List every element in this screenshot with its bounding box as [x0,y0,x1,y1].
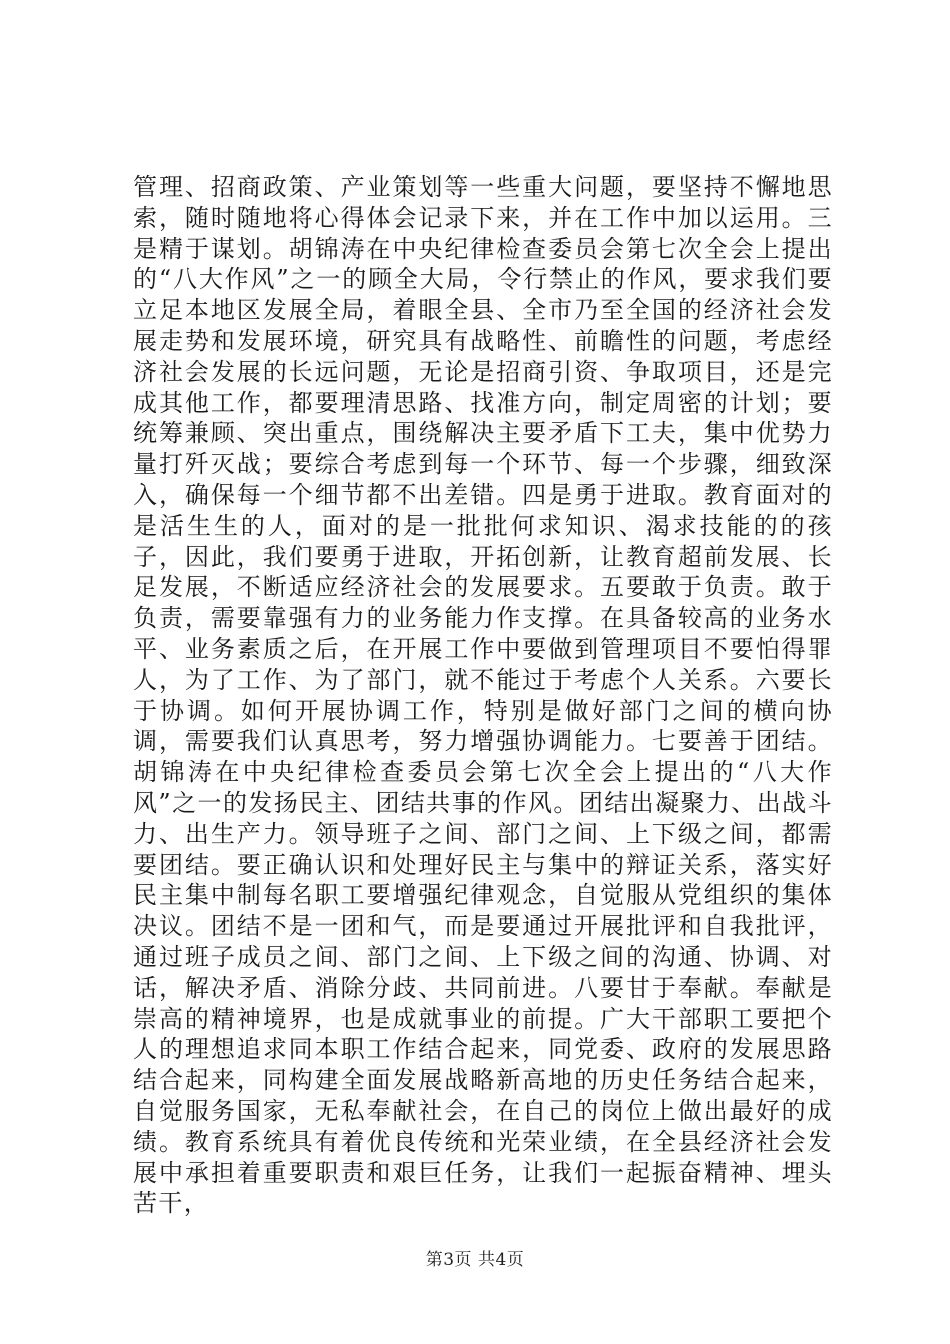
page-footer: 第3页 共4页 [425,1250,525,1270]
body-paragraph: 管理、招商政策、产业策划等一些重大问题，要坚持不懈地思索，随时随地将心得体会记录下来，并在工作中加以运用。三是精于谋划。胡锦涛在中央纪律检查委员会第七次全会上提出的“八大作风”之一的顾全大局，令行禁止的作风，要求我们要立足本地区发展全局，着眼全县、全市乃至全国的经济社会发展走势和发展环境，研究具有战略性、前瞻性的问题，考虑经济社会发展的长远问题，无论是招商引资、争取项目，还是完成其他工作，都要理清思路、找准方向，制定周密的计划；要统筹兼顾、突出重点，围绕解决主要矛盾下工夫，集中优势力量打歼灭战；要综合考虑到每一个环节、每一个步骤，细致深入，确保每一个细节都不出差错。四是勇于进取。教育面对的是活生生的人，面对的是一批批何求知识、渴求技能的的孩子，因此，我们要勇于进取，开拓创新，让教育超前发展、长足发展，不断适应经济社会的发展要求。五要敢于负责。敢于负责，需要靠强有力的业务能力作支撑。在具备较高的业务水平、业务素质之后，在开展工作中要做到管理项目不要怕得罪人，为了工作、为了部门，就不能过于考虑个人关系。六要长于协调。如何开展协调工作，特别是做好部门之间的横向协调，需要我们认真思考，努力增强协调能力。七要善于团结。胡锦涛在中央纪律检查委员会第七次全会上提出的“八大作风”之一的发扬民主、团结共事的作风。团结出凝聚力、出战斗力、出生产力。领导班子之间、部门之间、上下级之间，都需要团结。要正确认识和处理好民主与集中的辩证关系，落实好民主集中制每名职工要增强纪律观念，自觉服从党组织的集体决议。团结不是一团和气，而是要通过开展批评和自我批评，通过班子成员之间、部门之间、上下级之间的沟通、协调、对话，解决矛盾、消除分歧、共同前进。八要甘于奉献。奉献是崇高的精神境界，也是成就事业的前提。广大干部职工要把个人的理想追求同本职工作结合起来，同党委、政府的发展思路结合起来，同构建全面发展战略新高地的历史任务结合起来，自觉服务国家，无私奉献社会，在自己的岗位上做出最好的成绩。教育系统具有着优良传统和光荣业绩，在全县经济社会发展中承担着重要职责和艰巨任务，让我们一起振奋精神、埋头苦干， [133,173,833,1218]
